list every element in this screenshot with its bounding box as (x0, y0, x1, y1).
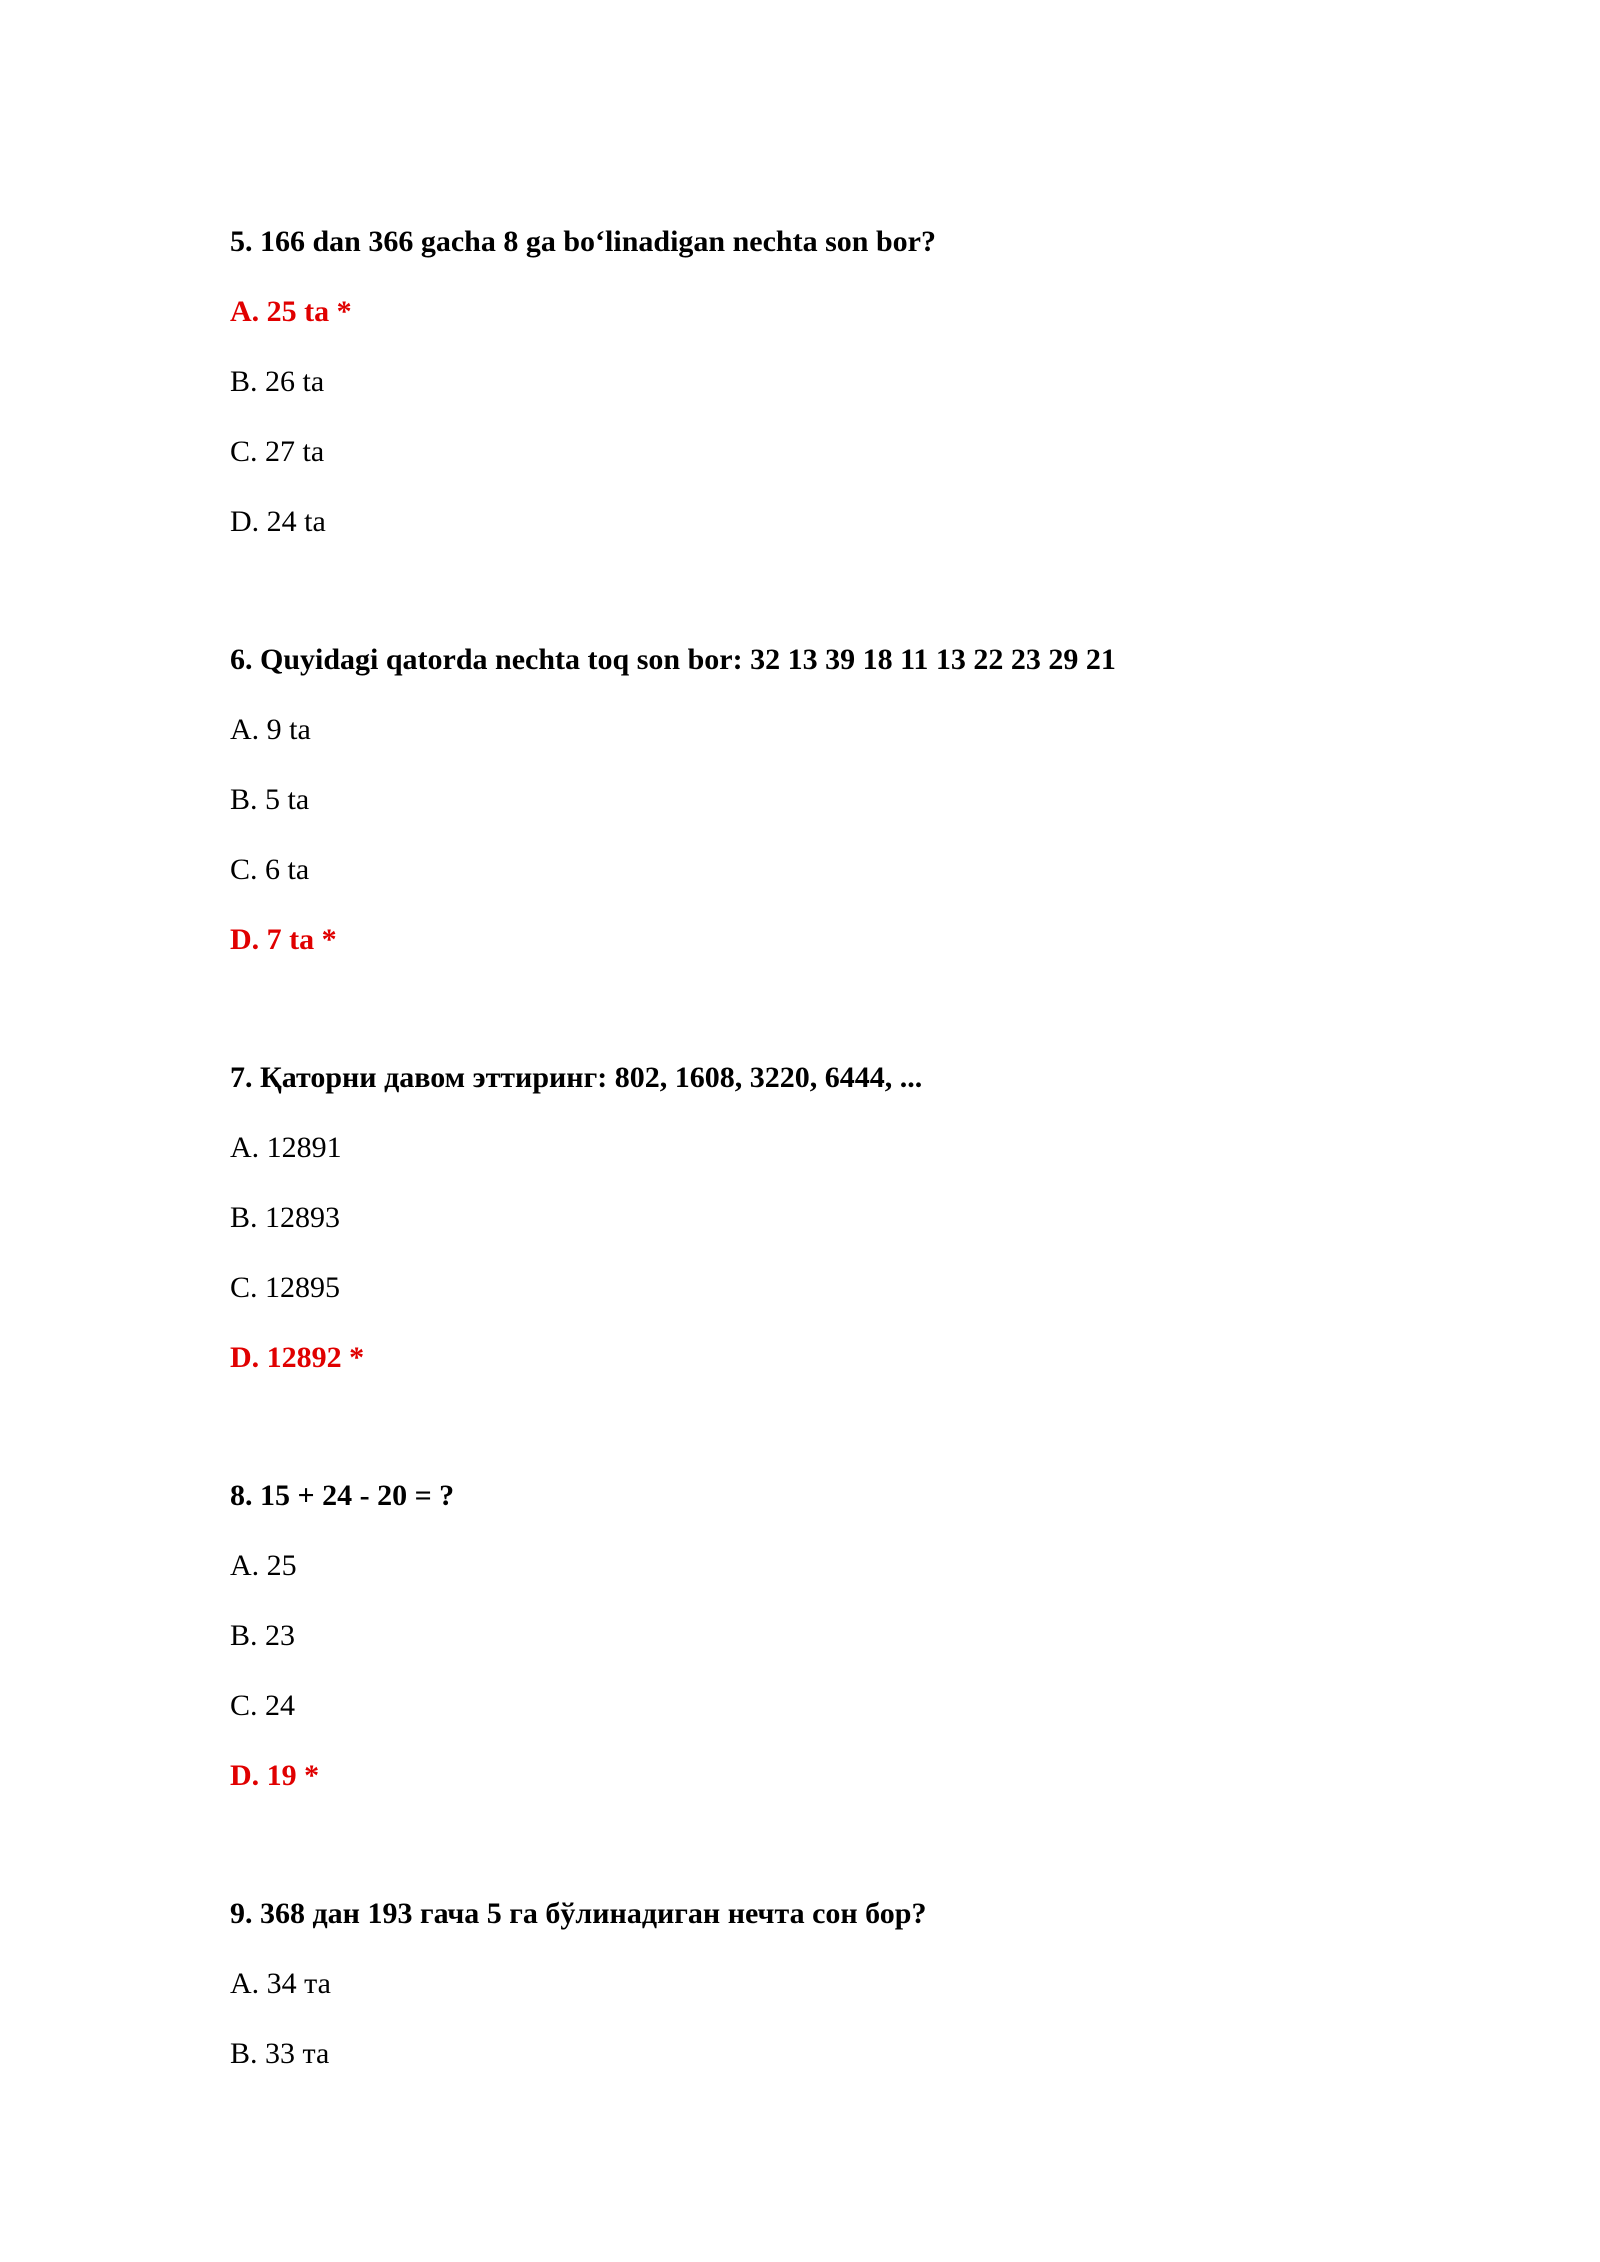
option-c: C. 6 ta (230, 853, 310, 886)
option-a-correct: A. 25 ta * (230, 295, 352, 328)
option-c: C. 27 ta (230, 435, 325, 468)
option-d: D. 24 ta (230, 505, 326, 538)
option-d-correct: D. 12892 * (230, 1341, 365, 1374)
option-a: A. 34 та (230, 1967, 331, 2000)
question-text: 6. Quyidagi qatorda nechta toq son bor: 32 13 39 18 11 13 22 23 29 21 (230, 643, 1116, 676)
question-text: 9. 368 дан 193 гача 5 га бўлинадиган нечта сон бор? (230, 1897, 927, 1930)
option-b: B. 23 (230, 1619, 296, 1652)
option-b: B. 26 ta (230, 365, 325, 398)
question-text: 7. Қаторни давом эттиринг: 802, 1608, 3220, 6444, ... (230, 1061, 923, 1094)
option-c: C. 12895 (230, 1271, 341, 1304)
option-a: A. 12891 (230, 1131, 342, 1164)
option-b: B. 33 та (230, 2037, 330, 2070)
option-d-correct: D. 19 * (230, 1759, 320, 1792)
option-d-correct: D. 7 ta * (230, 923, 337, 956)
option-c: C. 24 (230, 1689, 296, 1722)
option-a: A. 25 (230, 1549, 297, 1582)
question-text: 5. 166 dan 366 gacha 8 ga bo‘linadigan nechta son bor? (230, 225, 936, 258)
option-b: B. 12893 (230, 1201, 341, 1234)
option-a: A. 9 ta (230, 713, 311, 746)
question-text: 8. 15 + 24 - 20 = ? (230, 1479, 455, 1512)
option-b: B. 5 ta (230, 783, 310, 816)
